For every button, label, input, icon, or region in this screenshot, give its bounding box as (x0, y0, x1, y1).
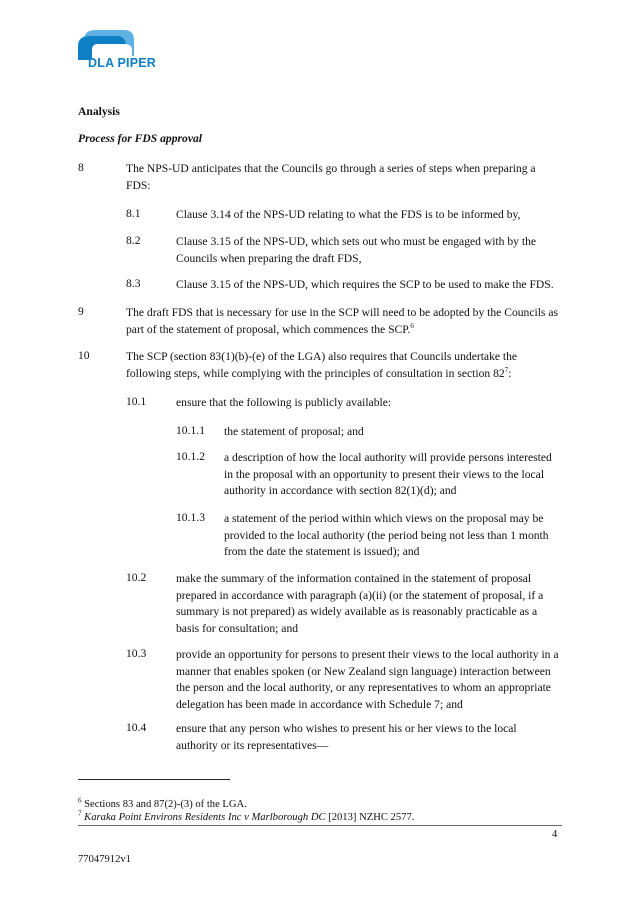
page-number: 4 (552, 829, 558, 840)
para-number: 10.1 (126, 395, 147, 408)
para-text: The NPS-UD anticipates that the Councils go through a series of steps when preparing a FDS: (126, 162, 536, 192)
section-heading: Analysis (78, 105, 120, 118)
para-text: the statement of proposal; and (224, 425, 364, 438)
subsection-heading: Process for FDS approval (78, 132, 202, 145)
footnote: $^6$ Sections 83 and 87(2)-(3) of the LGA. (78, 796, 247, 810)
para-text: Clause 3.15 of the NPS-UD, which sets out who must be engaged with by the Councils when preparing the draft FDS, (176, 235, 537, 265)
footnote-ref[interactable]: 6 (410, 321, 414, 330)
para-number: 10.1.3 (176, 511, 205, 524)
para-text: make the summary of the information contained in the statement of proposal prepared in accordance with paragraph (a)(ii) (or the statement of proposal, if a summary is not prepared) as widely available as is reasonably practicable as a basis for consultation; and (176, 572, 544, 635)
para-text: provide an opportunity for persons to present their views to the local authority in a manner that enables spoken (or New Zealand sign language) interaction between the person and the local authority, or any representatives to whom an appropriate delegation has been made in accordance with Schedule 7; and (176, 648, 559, 711)
para-number: 9 (78, 305, 84, 318)
para-text: Clause 3.14 of the NPS-UD relating to what the FDS is to be informed by, (176, 208, 521, 221)
footnote: $^7$ Karaka Point Environs Residents Inc v Marlborough DC [2013] NZHC 2577. (78, 809, 415, 823)
para-number: 8.2 (126, 234, 141, 247)
para-number: 10.3 (126, 647, 147, 660)
para-text: a statement of the period within which views on the proposal may be provided to the local authority (the period being not less than 1 month from the date the statement is issued); and (224, 512, 549, 558)
para-number: 10.2 (126, 571, 147, 584)
para-text: ensure that any person who wishes to present his or her views to the local authority or its representatives— (176, 722, 517, 752)
para-text: The SCP (section 83(1)(b)-(e) of the LGA) also requires that Councils undertake the following steps, while complying with the principles of consultation in section $82^7$: (126, 350, 518, 380)
footer-divider (78, 825, 562, 826)
para-number: 10.1.1 (176, 424, 205, 437)
para-text: ensure that the following is publicly available: (176, 396, 392, 409)
footnote-ref[interactable]: 7 (504, 365, 509, 374)
para-text: Clause 3.15 of the NPS-UD, which requires the SCP to be used to make the FDS. (176, 278, 554, 291)
document-id: 77047912v1 (78, 854, 131, 865)
para-number: 10.1.2 (176, 450, 205, 463)
para-number: 10 (78, 349, 90, 362)
para-number: 10.4 (126, 721, 147, 734)
para-text: The draft FDS that is necessary for use in the SCP will need to be adopted by the Councils as part of the statement of proposal, which commences the SCP.$^6$ (126, 306, 559, 336)
logo-text: DLA PIPER (88, 56, 157, 70)
para-number: 8 (78, 161, 84, 174)
para-text: a description of how the local authority will provide persons interested in the proposal with an opportunity to present their views to the local authority in accordance with section 82(1)(d); and (224, 451, 552, 497)
para-number: 8.3 (126, 277, 141, 290)
footnote-separator (78, 779, 230, 780)
para-number: 8.1 (126, 207, 141, 220)
